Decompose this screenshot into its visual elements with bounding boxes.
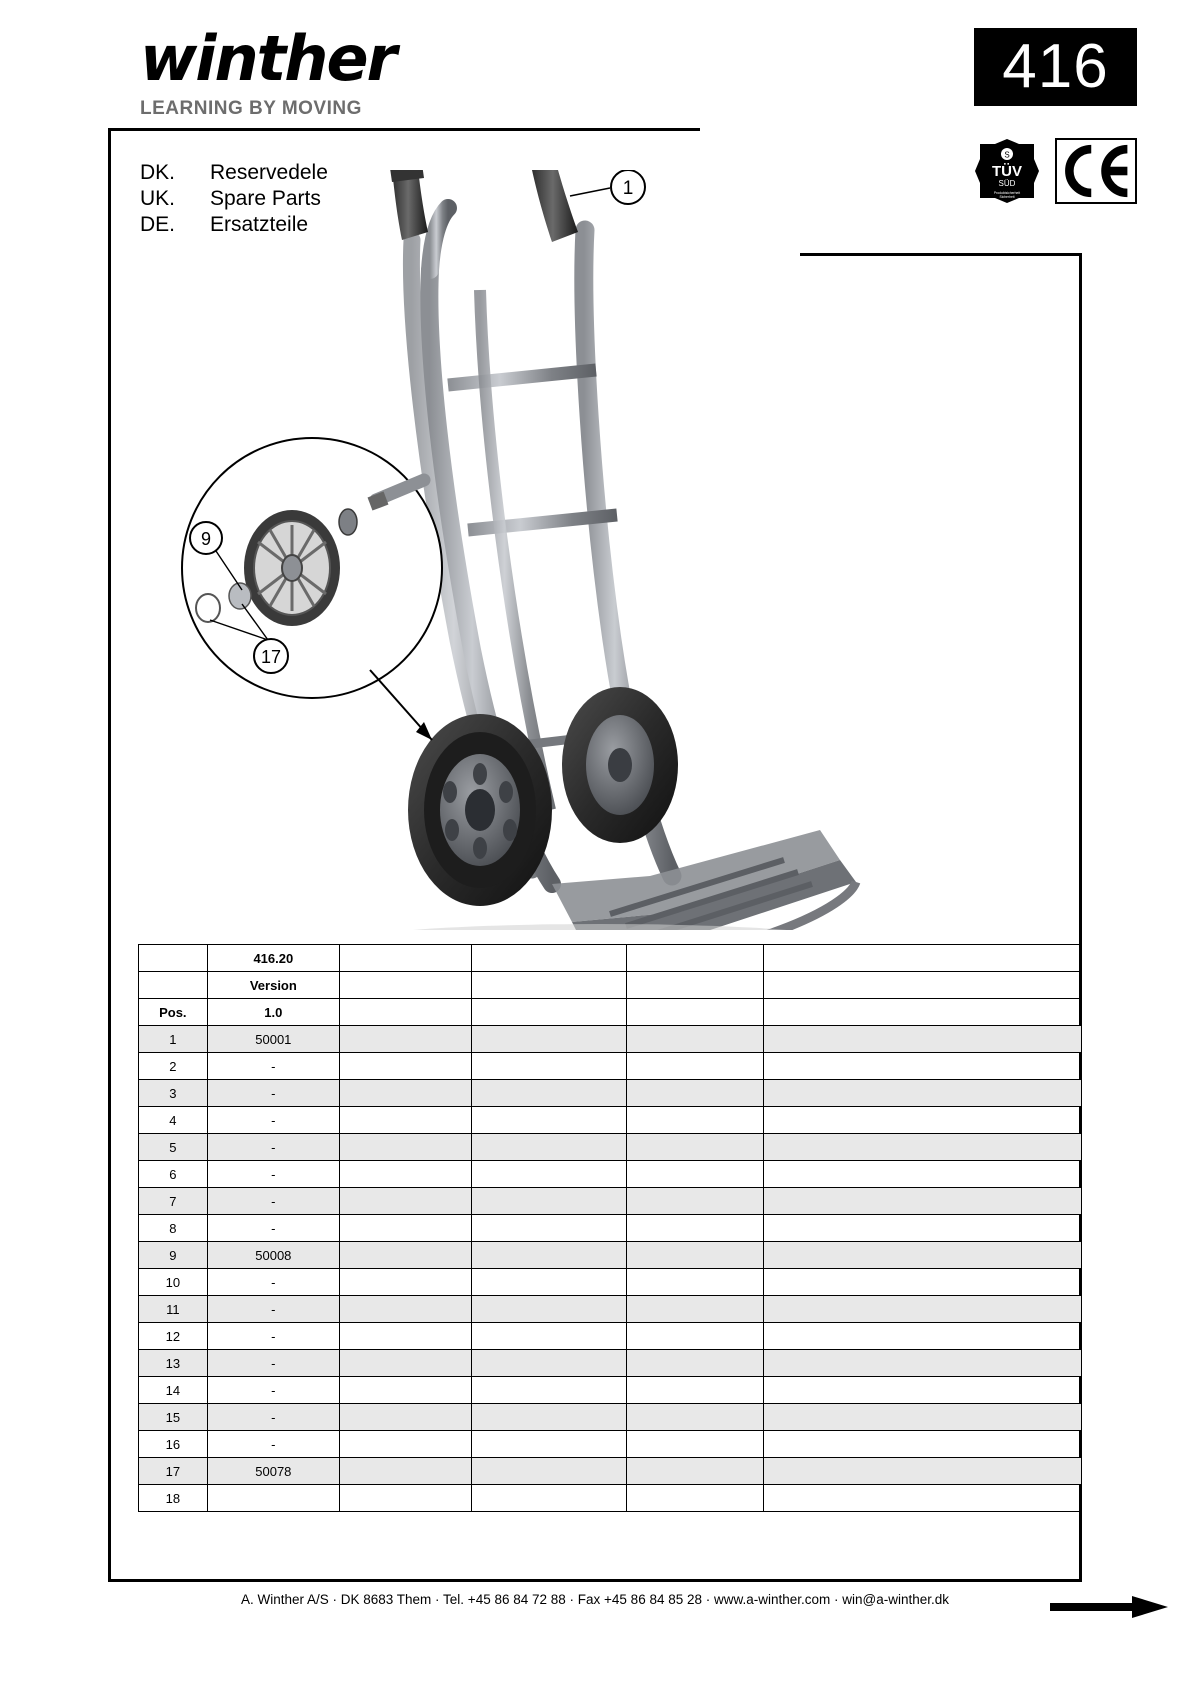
table-row [139, 1350, 1082, 1377]
table-row [139, 1296, 1082, 1323]
cell-blank [763, 1215, 1081, 1242]
cell-pos: 15 [139, 1404, 208, 1431]
svg-text:Produktsicherheit: Produktsicherheit [993, 191, 1021, 195]
cell-empty [626, 945, 763, 972]
cell-blank [339, 1053, 471, 1080]
cell-blank [471, 1485, 626, 1512]
cell-blank [763, 1323, 1081, 1350]
language-label-uk: Spare Parts [210, 187, 321, 210]
cell-part: - [207, 1323, 339, 1350]
cell-empty [339, 945, 471, 972]
cell-pos: 1 [139, 1026, 208, 1053]
table-row [139, 1458, 1082, 1485]
cell-blank [471, 1080, 626, 1107]
cell-blank [763, 1377, 1081, 1404]
wheel-rear [562, 687, 678, 843]
cell-empty [626, 972, 763, 999]
header-col-5 [626, 999, 763, 1026]
table-row [139, 1080, 1082, 1107]
cell-blank [339, 1377, 471, 1404]
cell-pos: 4 [139, 1107, 208, 1134]
cell-blank [339, 1080, 471, 1107]
cell-blank [626, 1404, 763, 1431]
table-row [139, 1161, 1082, 1188]
cell-part: - [207, 1134, 339, 1161]
cell-empty [763, 945, 1081, 972]
cell-pos: 14 [139, 1377, 208, 1404]
cell-blank [471, 1107, 626, 1134]
cell-part [207, 1485, 339, 1512]
callout-9: 9 [200, 529, 212, 549]
cell-empty [763, 972, 1081, 999]
header-divider [108, 128, 700, 131]
cell-part: - [207, 1269, 339, 1296]
cell-empty [471, 945, 626, 972]
cell-blank [339, 1458, 471, 1485]
table-header-row [139, 999, 1082, 1026]
cell-part: 50078 [207, 1458, 339, 1485]
cell-blank [626, 1350, 763, 1377]
cell-empty [339, 972, 471, 999]
cell-blank [763, 1485, 1081, 1512]
wheel-front [408, 714, 552, 906]
header-version-value: 1.0 [207, 999, 339, 1026]
cell-blank [471, 1134, 626, 1161]
model-number-text: 416 [1002, 32, 1109, 101]
table-row [139, 1134, 1082, 1161]
cell-blank [763, 1458, 1081, 1485]
cell-blank [339, 1296, 471, 1323]
cell-blank [626, 1269, 763, 1296]
cell-blank [763, 1134, 1081, 1161]
cell-blank [763, 1080, 1081, 1107]
cell-blank [626, 1053, 763, 1080]
handle-grip-right [532, 170, 578, 242]
cell-part: - [207, 1404, 339, 1431]
cell-blank [763, 1053, 1081, 1080]
cell-blank [471, 1296, 626, 1323]
cell-blank [763, 1431, 1081, 1458]
cell-blank [339, 1404, 471, 1431]
cell-blank [763, 1107, 1081, 1134]
cell-pos: 11 [139, 1296, 208, 1323]
cell-blank [339, 1350, 471, 1377]
cell-part: - [207, 1350, 339, 1377]
cell-blank [626, 1377, 763, 1404]
svg-text:TÜV: TÜV [992, 163, 1022, 180]
cell-blank [339, 1269, 471, 1296]
cell-blank [339, 1161, 471, 1188]
callout-1: 1 [622, 178, 634, 199]
cell-blank [626, 1107, 763, 1134]
language-label-dk: Reservedele [210, 161, 328, 184]
cell-blank [763, 1026, 1081, 1053]
cell-part: - [207, 1377, 339, 1404]
cell-pos: 10 [139, 1269, 208, 1296]
cell-blank [339, 1134, 471, 1161]
cell-blank [626, 1431, 763, 1458]
cell-pos: 12 [139, 1323, 208, 1350]
cell-blank [626, 1458, 763, 1485]
cell-blank [763, 1161, 1081, 1188]
cell-blank [471, 1026, 626, 1053]
cell-blank [471, 1215, 626, 1242]
cell-blank [471, 1458, 626, 1485]
footer-contact: A. Winther A/S · DK 8683 Them · Tel. +45 86 84 72 88 · Fax +45 86 84 85 28 · www.a-winther.com · win@a-winther.dk [240, 1592, 950, 1607]
callout-17: 17 [260, 647, 282, 667]
cell-blank [471, 1323, 626, 1350]
cell-blank [471, 1404, 626, 1431]
header-col-6 [763, 999, 1081, 1026]
cell-empty [139, 945, 208, 972]
cell-empty [139, 972, 208, 999]
cell-blank [626, 1188, 763, 1215]
cell-blank [626, 1161, 763, 1188]
cell-blank [339, 1431, 471, 1458]
table-row [139, 1377, 1082, 1404]
svg-text:SÜD: SÜD [998, 179, 1016, 188]
cell-pos: 7 [139, 1188, 208, 1215]
cell-blank [339, 1026, 471, 1053]
cell-blank [339, 1323, 471, 1350]
table-row-model [139, 945, 1082, 972]
table-row [139, 1026, 1082, 1053]
table-row [139, 1188, 1082, 1215]
cell-blank [763, 1350, 1081, 1377]
language-code-dk: DK. [140, 161, 176, 184]
cell-pos: 9 [139, 1242, 208, 1269]
header-col-3 [339, 999, 471, 1026]
table-row [139, 1215, 1082, 1242]
cell-part: - [207, 1215, 339, 1242]
table-row [139, 1269, 1082, 1296]
cell-blank [626, 1215, 763, 1242]
cell-blank [471, 1350, 626, 1377]
cell-part: - [207, 1053, 339, 1080]
spare-parts-table [138, 944, 1082, 1512]
model-number-badge [974, 28, 1137, 106]
cell-pos: 13 [139, 1350, 208, 1377]
cell-pos: 18 [139, 1485, 208, 1512]
cell-blank [763, 1296, 1081, 1323]
cell-blank [626, 1485, 763, 1512]
table-row [139, 1323, 1082, 1350]
cell-blank [471, 1431, 626, 1458]
cell-part: - [207, 1161, 339, 1188]
cell-blank [763, 1404, 1081, 1431]
table-row [139, 1431, 1082, 1458]
cell-blank [763, 1269, 1081, 1296]
cell-pos: 16 [139, 1431, 208, 1458]
handle-grip-left [390, 170, 428, 240]
cell-blank [626, 1080, 763, 1107]
table-row-version [139, 972, 1082, 999]
cell-blank [626, 1242, 763, 1269]
brand-block [140, 22, 700, 120]
cell-part: 50001 [207, 1026, 339, 1053]
cell-version-model: 416.20 [207, 945, 339, 972]
cell-blank [471, 1188, 626, 1215]
cell-blank [471, 1269, 626, 1296]
cell-part: - [207, 1431, 339, 1458]
language-label-de: Ersatzteile [210, 213, 309, 236]
cell-version-label: Version [207, 972, 339, 999]
table-row [139, 1485, 1082, 1512]
language-code-uk: UK. [140, 187, 176, 210]
cell-part: - [207, 1080, 339, 1107]
table-row [139, 1107, 1082, 1134]
svg-text:Sicherheit: Sicherheit [999, 195, 1015, 199]
cell-pos: 5 [139, 1134, 208, 1161]
header-pos: Pos. [139, 999, 208, 1026]
cell-blank [626, 1296, 763, 1323]
cell-blank [339, 1188, 471, 1215]
callout-1-group [570, 170, 645, 204]
cell-blank [626, 1026, 763, 1053]
table-row [139, 1404, 1082, 1431]
cell-empty [471, 972, 626, 999]
table-row [139, 1242, 1082, 1269]
cell-pos: 2 [139, 1053, 208, 1080]
brand-name: winther [140, 22, 396, 95]
brand-tagline: LEARNING BY MOVING [140, 98, 362, 119]
cell-blank [626, 1134, 763, 1161]
table-row [139, 1053, 1082, 1080]
cell-blank [339, 1242, 471, 1269]
cell-pos: 3 [139, 1080, 208, 1107]
cell-blank [471, 1377, 626, 1404]
cell-part: - [207, 1296, 339, 1323]
next-page-arrow-icon [1050, 1596, 1168, 1618]
cell-part: - [207, 1188, 339, 1215]
header-col-4 [471, 999, 626, 1026]
cell-blank [471, 1242, 626, 1269]
cell-blank [471, 1053, 626, 1080]
cell-pos: 17 [139, 1458, 208, 1485]
frame-border-left [108, 130, 111, 1582]
cell-blank [471, 1161, 626, 1188]
cell-blank [626, 1323, 763, 1350]
cell-part: 50008 [207, 1242, 339, 1269]
cell-pos: 6 [139, 1161, 208, 1188]
cell-blank [339, 1107, 471, 1134]
product-illustration [180, 170, 1080, 930]
frame-border-bottom [108, 1579, 1082, 1582]
cell-blank [339, 1215, 471, 1242]
cell-blank [763, 1188, 1081, 1215]
cell-blank [763, 1242, 1081, 1269]
cell-blank [339, 1485, 471, 1512]
cell-pos: 8 [139, 1215, 208, 1242]
detail-circle-wheel [182, 438, 442, 740]
cell-part: - [207, 1107, 339, 1134]
language-code-de: DE. [140, 213, 176, 236]
svg-text:S: S [1004, 150, 1010, 160]
